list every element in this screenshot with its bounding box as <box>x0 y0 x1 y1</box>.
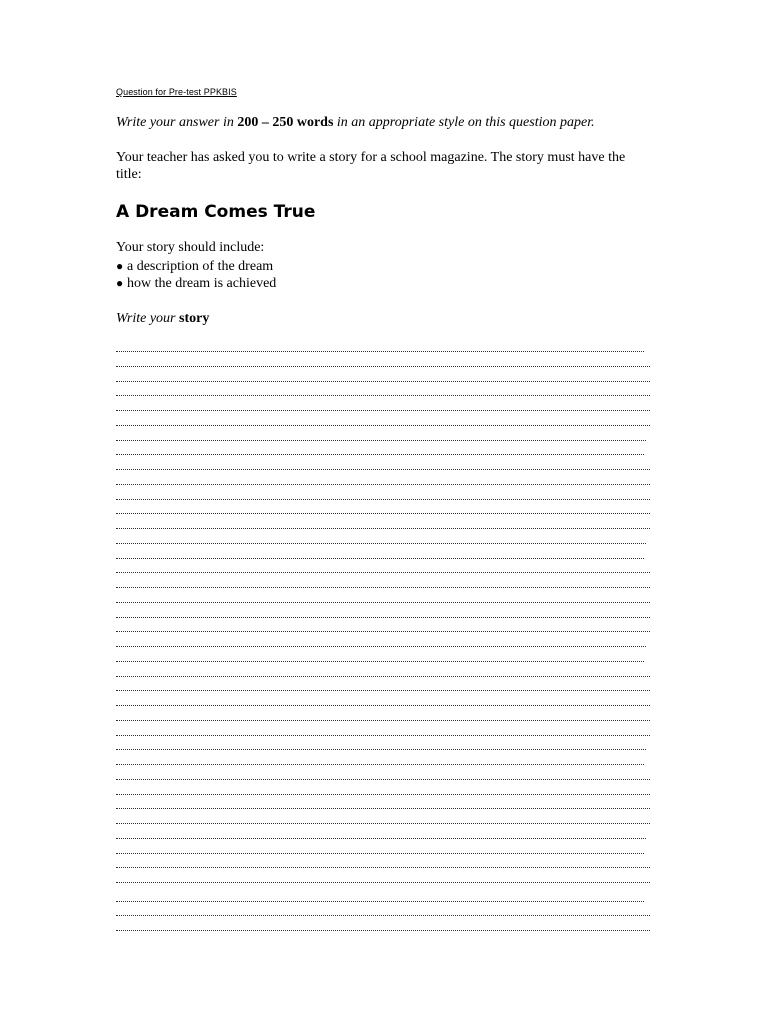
answer-line <box>116 351 644 352</box>
answer-line <box>116 705 650 706</box>
answer-line <box>116 587 650 588</box>
story-title: A Dream Comes True <box>116 202 316 222</box>
answer-line <box>116 543 646 544</box>
answer-line <box>116 808 650 809</box>
answer-line <box>116 764 644 765</box>
word-count-requirement: 200 – 250 words <box>237 115 334 130</box>
answer-line <box>116 469 650 470</box>
answer-line <box>116 410 650 411</box>
answer-line <box>116 425 650 426</box>
write-label-bold: story <box>179 311 210 326</box>
answer-line <box>116 661 644 662</box>
question-header: Question for Pre-test PPKBIS <box>116 87 237 97</box>
bullet-icon: ● <box>116 276 124 290</box>
instruction-suffix: in an appropriate style on this question paper. <box>333 115 595 130</box>
answer-line <box>116 499 650 500</box>
answer-lines <box>116 0 651 1024</box>
answer-line <box>116 779 650 780</box>
answer-line <box>116 631 650 632</box>
answer-line <box>116 735 650 736</box>
answer-line <box>116 440 646 441</box>
answer-line <box>116 838 646 839</box>
answer-line <box>116 602 650 603</box>
answer-line <box>116 366 650 367</box>
answer-line <box>116 381 650 382</box>
answer-line <box>116 690 650 691</box>
list-item-text: a description of the dream <box>127 259 274 274</box>
answer-line <box>116 676 650 677</box>
answer-line <box>116 853 644 854</box>
answer-line <box>116 720 650 721</box>
task-prompt: Your teacher has asked you to write a story for a school magazine. The story must have the title: <box>116 150 626 182</box>
answer-line <box>116 484 650 485</box>
answer-line <box>116 572 650 573</box>
write-label-prefix: Write your <box>116 311 179 326</box>
instruction-prefix: Write your answer in <box>116 115 238 130</box>
answer-line <box>116 513 650 514</box>
answer-line <box>116 794 650 795</box>
answer-line <box>116 930 650 931</box>
answer-line <box>116 528 650 529</box>
bullet-icon: ● <box>116 259 124 273</box>
answer-line <box>116 749 646 750</box>
answer-line <box>116 646 646 647</box>
list-item-text: how the dream is achieved <box>127 276 277 291</box>
answer-line <box>116 395 650 396</box>
answer-line <box>116 617 650 618</box>
answer-line <box>116 558 644 559</box>
answer-line <box>116 454 644 455</box>
answer-line <box>116 901 644 902</box>
answer-line <box>116 823 650 824</box>
answer-line <box>116 882 650 883</box>
answer-line <box>116 867 650 868</box>
answer-line <box>116 915 650 916</box>
include-heading: Your story should include: <box>116 240 265 255</box>
